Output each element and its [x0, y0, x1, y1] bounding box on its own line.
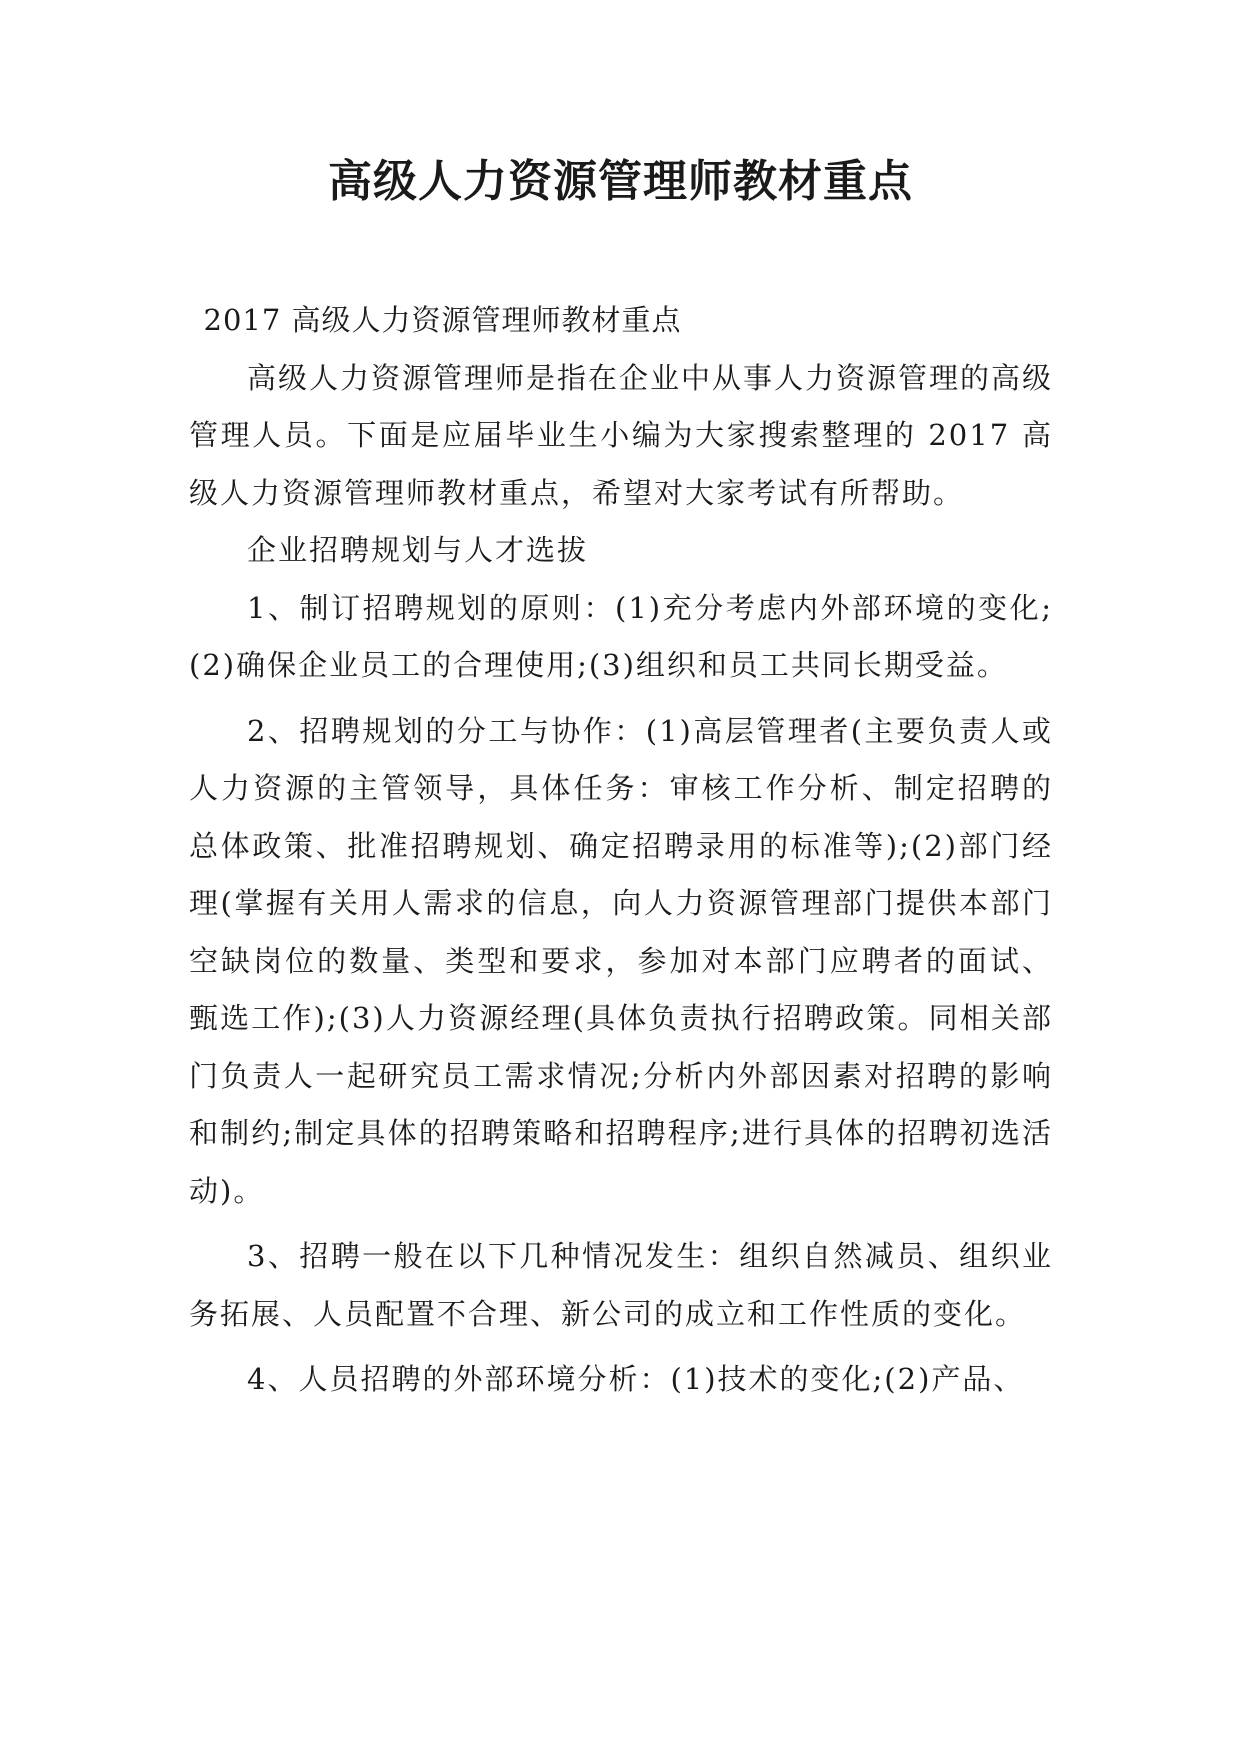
- point-2-paragraph: 2、招聘规划的分工与协作：(1)高层管理者(主要负责人或人力资源的主管领导，具体任务：审核工作分析、制定招聘的总体政策、批准招聘规划、确定招聘录用的标准等);(2)部门经理(掌握有关用人需求的信息，向人力资源管理部门提供本部门空缺岗位的数量、类型和要求，参加对本部门应聘者的面试、甄选工作);(3)人力资源经理(具体负责执行招聘政策。同相关部门负责人一起研究员工需求情况;分析内外部因素对招聘的影响和制约;制定具体的招聘策略和招聘程序;进行具体的招聘初选活动)。: [189, 713, 1053, 1208]
- section-heading: 企业招聘规划与人才选拔: [247, 533, 589, 567]
- document-title: 高级人力资源管理师教材重点: [328, 156, 913, 207]
- point-4-paragraph: 4、人员招聘的外部环境分析：(1)技术的变化;(2)产品、: [247, 1362, 1025, 1396]
- point-1-paragraph: 1、制订招聘规划的原则：(1)充分考虑内外部环境的变化;(2)确保企业员工的合理使用;(3)组织和员工共同长期受益。: [189, 590, 1053, 682]
- point-3-paragraph: 3、招聘一般在以下几种情况发生：组织自然减员、组织业务拓展、人员配置不合理、新公司的成立和工作性质的变化。: [189, 1239, 1053, 1331]
- document-subtitle: 2017 高级人力资源管理师教材重点: [203, 303, 682, 337]
- intro-paragraph: 高级人力资源管理师是指在企业中从事人力资源管理的高级管理人员。下面是应届毕业生小编为大家搜索整理的 2017 高级人力资源管理师教材重点，希望对大家考试有所帮助。: [189, 360, 1054, 510]
- document-body: [189, 292, 1053, 1409]
